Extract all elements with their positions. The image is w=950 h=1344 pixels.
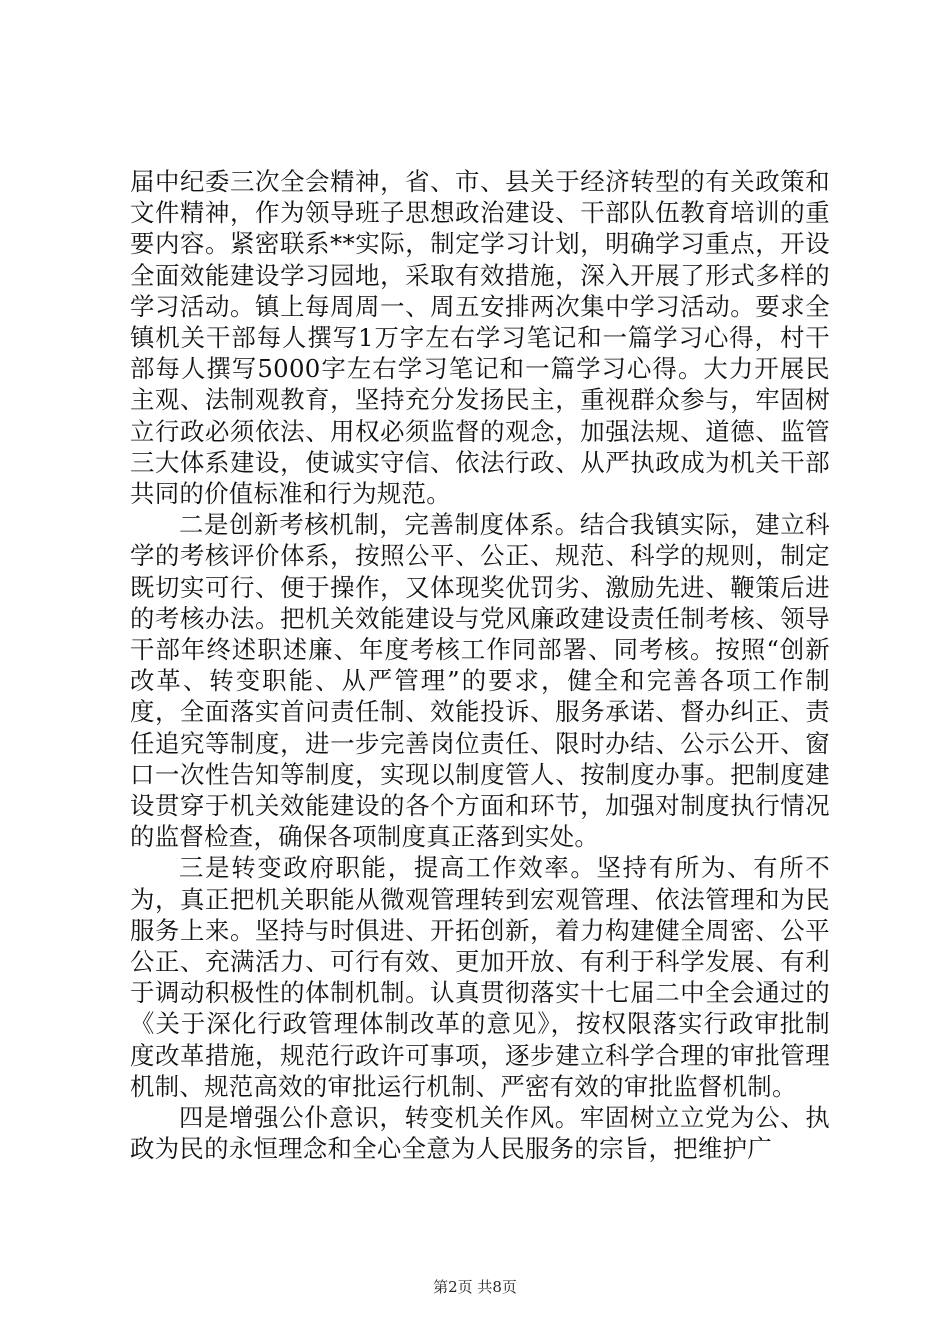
page-footer: 第2页 共8页 xyxy=(433,1278,517,1296)
paragraph-assessment-mechanism: 二是创新考核机制，完善制度体系。结合我镇实际，建立科学的考核评价体系，按照公平、公正、规范、科学的规则，制定既切实可行、便于操作，又体现奖优罚劣、激励先进、鞭策后进的考核办法。把机关效能建设与党风廉政建设责任制考核、领导干部年终述职述廉、年度考核工作同部署、同考核。按照“创新改革、转变职能、从严管理”的要求，健全和完善各项工作制度，全面落实首问责任制、效能投诉、服务承诺、督办纠正、责任追究等制度，进一步完善岗位责任、限时办结、公示公开、窗口一次性告知等制度，实现以制度管人、按制度办事。把制度建设贯穿于机关效能建设的各个方面和环节，加强对制度执行情况的监督检查，确保各项制度真正落到实处。 xyxy=(130,510,830,852)
document-body xyxy=(130,166,830,1165)
paragraph-government-functions: 三是转变政府职能，提高工作效率。坚持有所为、有所不为，真正把机关职能从微观管理转到宏观管理、依法管理和为民服务上来。坚持与时俱进、开拓创新，着力构建健全周密、公平公正、充满活力、可行有效、更加开放、有利于科学发展、有利于调动积极性的体制机制。认真贯彻落实十七届二中全会通过的《关于深化行政管理体制改革的意见》，按权限落实行政审批制度改革措施，规范行政许可事项，逐步建立科学合理的审批管理机制、规范高效的审批运行机制、严密有效的审批监督机制。 xyxy=(130,853,830,1101)
paragraph-continued: 届中纪委三次全会精神，省、市、县关于经济转型的有关政策和文件精神，作为领导班子思想政治建设、干部队伍教育培训的重要内容。紧密联系**实际，制定学习计划，明确学习重点，开设全面效能建设学习园地，采取有效措施，深入开展了形式多样的学习活动。镇上每周周一、周五安排两次集中学习活动。要求全镇机关干部每人撰写1万字左右学习笔记和一篇学习心得，村干部每人撰写5000字左右学习笔记和一篇学习心得。大力开展民主观、法制观教育，坚持充分发扬民主，重视群众参与，牢固树立行政必须依法、用权必须监督的观念，加强法规、道德、监管三大体系建设，使诚实守信、依法行政、从严执政成为机关干部共同的价值标准和行为规范。 xyxy=(130,167,830,509)
paragraph-public-servant-awareness: 四是增强公仆意识，转变机关作风。牢固树立立党为公、执政为民的永恒理念和全心全意为人民服务的宗旨，把维护广 xyxy=(130,1103,830,1164)
